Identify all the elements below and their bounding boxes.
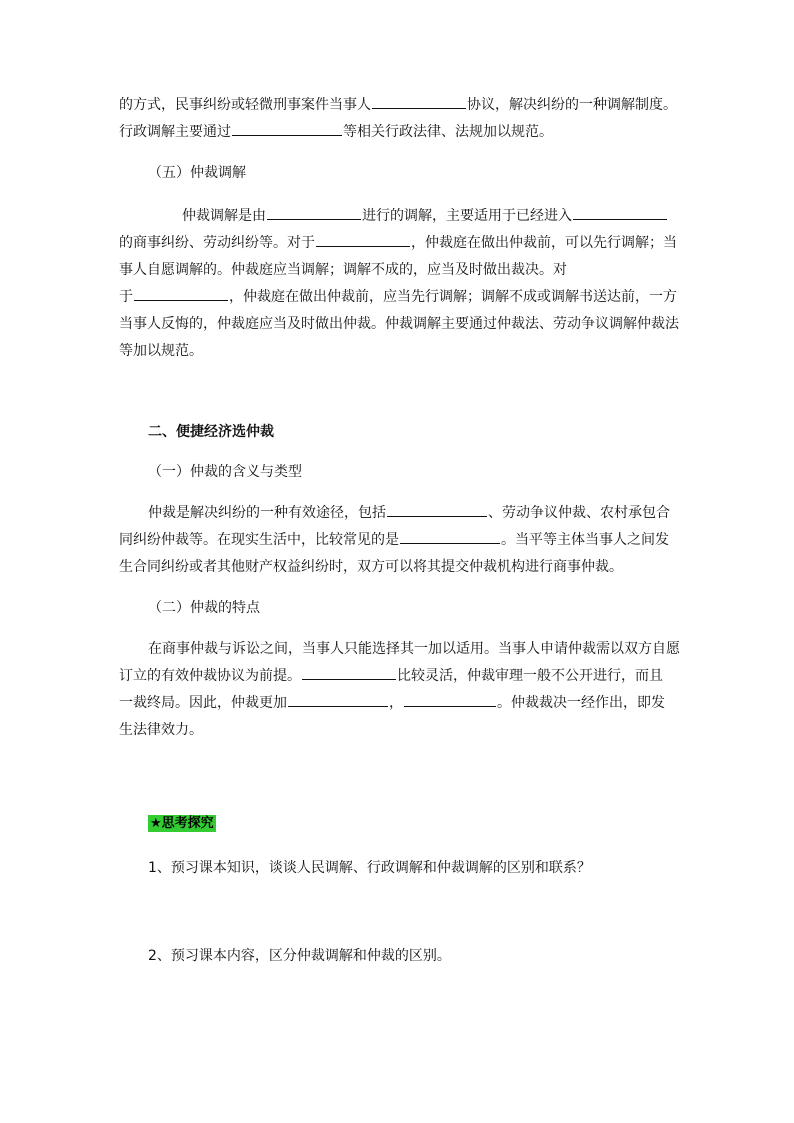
paragraph-line — [119, 529, 669, 551]
fill-blank[interactable] — [400, 529, 500, 544]
text-run: 行政调解主要通过 — [119, 124, 231, 140]
fill-blank[interactable] — [267, 205, 361, 220]
paragraph-line: 生法律效力。 — [119, 722, 203, 738]
fill-blank[interactable] — [316, 232, 410, 247]
fill-blank[interactable] — [404, 692, 496, 707]
explore-tag: ★思考探究 — [150, 816, 214, 831]
fill-blank[interactable] — [288, 692, 388, 707]
paragraph-line — [119, 94, 677, 116]
text-run: 同纠纷仲裁等。在现实生活中，比较常见的是 — [119, 532, 399, 548]
section-heading: 二、便捷经济选仲裁 — [148, 424, 274, 440]
section-heading: （五）仲裁调解 — [148, 165, 246, 181]
subsection-heading: （二）仲裁的特点 — [148, 600, 260, 616]
paragraph-line — [119, 665, 663, 687]
paragraph-line: 事人自愿调解的。仲裁庭应当调解；调解不成的，应当及时做出裁决。对 — [119, 262, 567, 278]
text-run: 协议，解决纠纷的一种调解制度。 — [467, 97, 677, 113]
paragraph-line — [119, 121, 553, 143]
text-run: ，仲裁庭在做出仲裁前，应当先行调解；调解不成或调解书送达前，一方 — [229, 289, 677, 305]
paragraph-line: 等加以规范。 — [119, 343, 203, 359]
fill-blank[interactable] — [573, 205, 667, 220]
text-run: 仲裁是解决纠纷的一种有效途径，包括 — [148, 505, 386, 521]
text-run: 。当平等主体当事人之间发 — [501, 532, 669, 548]
explore-question: 1、预习课本知识，谈谈人民调解、行政调解和仲裁调解的区别和联系？ — [148, 860, 591, 876]
text-run: 的方式，民事纠纷或轻微刑事案件当事人 — [119, 97, 371, 113]
fill-blank[interactable] — [134, 286, 228, 301]
explore-question: 2、预习课本内容，区分仲裁调解和仲裁的区别。 — [148, 948, 451, 964]
explore-tag-line — [148, 812, 216, 834]
fill-blank[interactable] — [232, 121, 342, 136]
text-run: ，仲裁庭在做出仲裁前，可以先行调解；当 — [411, 235, 677, 251]
text-run: 仲裁调解是由 — [182, 208, 266, 224]
paragraph-line — [148, 502, 670, 524]
paragraph-line — [119, 692, 665, 714]
paragraph-line — [119, 232, 677, 254]
paragraph-line — [119, 286, 677, 308]
fill-blank[interactable] — [387, 502, 487, 517]
text-run: 的商事纠纷、劳动纠纷等。对于 — [119, 235, 315, 251]
paragraph-line — [182, 205, 668, 227]
text-run: 订立的有效仲裁协议为前提。 — [119, 668, 301, 684]
paragraph-line: 当事人反悔的，仲裁庭应当及时做出仲裁。仲裁调解主要通过仲裁法、劳动争议调解仲裁法 — [119, 316, 679, 332]
paragraph-line: 生合同纠纷或者其他财产权益纠纷时，双方可以将其提交仲裁机构进行商事仲裁。 — [119, 559, 623, 575]
text-run: 一裁终局。因此，仲裁更加 — [119, 695, 287, 711]
fill-blank[interactable] — [372, 94, 466, 109]
subsection-heading: （一）仲裁的含义与类型 — [148, 464, 302, 480]
text-run: 比较灵活，仲裁审理一般不公开进行，而且 — [397, 668, 663, 684]
text-run: ， — [389, 695, 403, 711]
text-run: 进行的调解，主要适用于已经进入 — [362, 208, 572, 224]
text-run: 。仲裁裁决一经作出，即发 — [497, 695, 665, 711]
text-run: 等相关行政法律、法规加以规范。 — [343, 124, 553, 140]
paragraph-line: 在商事仲裁与诉讼之间，当事人只能选择其一加以适用。当事人申请仲裁需以双方自愿 — [148, 641, 680, 657]
text-run: 于 — [119, 289, 133, 305]
text-run: 、劳动争议仲裁、农村承包合 — [488, 505, 670, 521]
fill-blank[interactable] — [302, 665, 396, 680]
